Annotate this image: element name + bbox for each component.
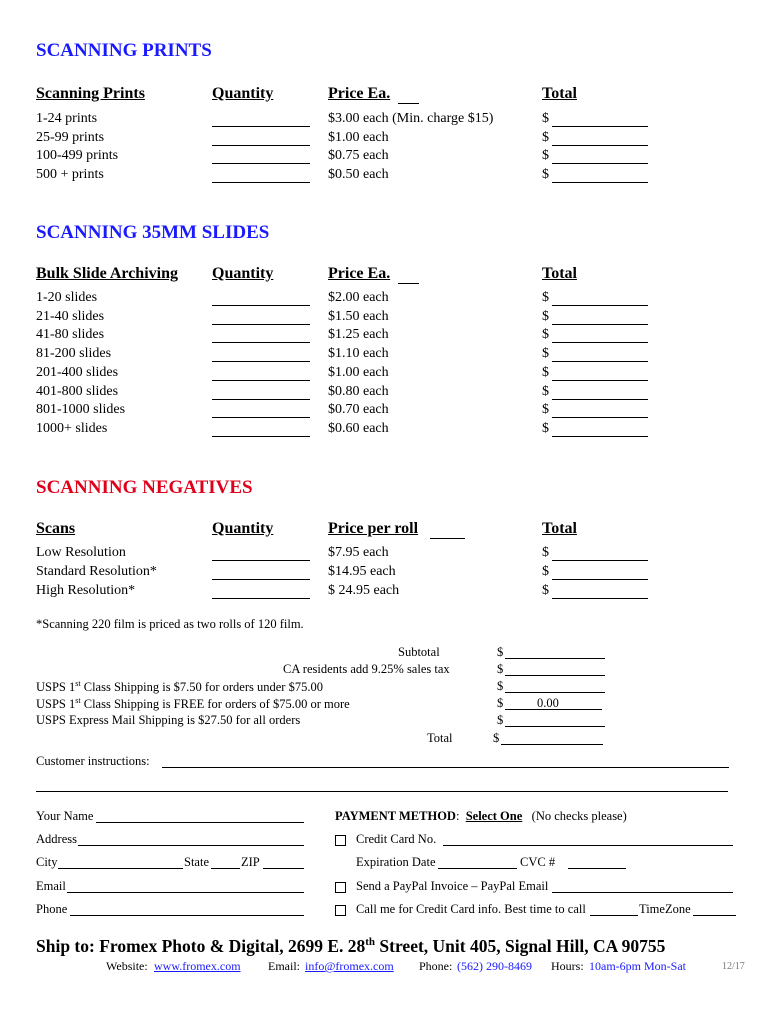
section-title-negatives: SCANNING NEGATIVES: [36, 477, 253, 498]
header-total: Total: [542, 265, 577, 282]
row-label: 81-200 slides: [36, 346, 112, 362]
name-field[interactable]: [96, 822, 304, 823]
address-label: Address: [36, 832, 77, 846]
subtotal-field[interactable]: [505, 658, 605, 659]
quantity-field[interactable]: [212, 361, 310, 362]
quantity-field[interactable]: [212, 380, 310, 381]
email-contact-label: Email:: [268, 959, 300, 973]
city-field[interactable]: [58, 868, 183, 869]
zip-label: ZIP: [241, 855, 260, 869]
row-label: 500 + prints: [36, 167, 104, 183]
checkbox-icon[interactable]: [335, 882, 346, 893]
row-price: $ 24.95 each: [328, 583, 400, 598]
timezone-label: TimeZone: [639, 902, 691, 916]
subtotal-label: Subtotal: [398, 645, 440, 659]
call-me-option[interactable]: Call me for Credit Card info. Best time to call: [335, 902, 586, 917]
website-label: Website:: [106, 959, 148, 973]
dollar-sign: $: [497, 645, 504, 659]
total-field[interactable]: [552, 126, 648, 127]
express-value: 0.00: [537, 696, 559, 710]
header-quantity: Quantity: [212, 85, 274, 102]
cvc-label: CVC #: [520, 855, 556, 869]
header-quantity: Quantity: [212, 520, 274, 537]
email-link[interactable]: info@fromex.com: [305, 959, 394, 973]
name-label: Your Name: [36, 809, 94, 823]
header-quantity: Quantity: [212, 265, 274, 282]
shipping-first-class-under: USPS 1st Class Shipping is $7.50 for orders under $75.00: [36, 679, 323, 695]
row-price: $1.00 each: [328, 364, 389, 380]
quantity-field[interactable]: [212, 145, 310, 146]
credit-card-option[interactable]: Credit Card No.: [335, 832, 436, 847]
row-price: $0.60 each: [328, 420, 389, 436]
row-price: $0.80 each: [328, 383, 389, 399]
dollar-sign: $: [542, 402, 549, 418]
quantity-field[interactable]: [212, 598, 310, 599]
cvc-field[interactable]: [568, 868, 626, 869]
checkbox-icon[interactable]: [335, 835, 346, 846]
total-field[interactable]: [552, 380, 648, 381]
dollar-sign: $: [542, 129, 549, 145]
row-label: 801-1000 slides: [36, 402, 126, 418]
quantity-field[interactable]: [212, 305, 310, 306]
row-price: $0.75 each: [328, 148, 389, 164]
total-field[interactable]: [552, 399, 648, 400]
quantity-field[interactable]: [212, 560, 310, 561]
tax-field[interactable]: [505, 675, 605, 676]
tax-label: CA residents add 9.25% sales tax: [283, 662, 450, 676]
dollar-sign: $: [542, 420, 549, 436]
checkbox-icon[interactable]: [335, 905, 346, 916]
header-item: Bulk Slide Archiving: [36, 265, 178, 282]
customer-instructions-label: Customer instructions:: [36, 754, 150, 768]
row-price: $0.50 each: [328, 167, 389, 183]
header-price: Price Ea.: [328, 85, 391, 102]
total-field[interactable]: [552, 182, 648, 183]
total-field[interactable]: [552, 342, 648, 343]
total-field[interactable]: [501, 744, 603, 745]
total-field[interactable]: [552, 560, 648, 561]
film-note: *Scanning 220 film is priced as two rolls of 120 film.: [36, 617, 304, 631]
dollar-sign: $: [542, 290, 549, 305]
quantity-field[interactable]: [212, 399, 310, 400]
dollar-sign: $: [542, 111, 549, 126]
state-field[interactable]: [211, 868, 240, 869]
row-label: 401-800 slides: [36, 383, 119, 399]
city-label: City: [36, 855, 58, 869]
phone-number: (562) 290-8469: [457, 959, 532, 973]
header-price: Price per roll: [328, 520, 419, 537]
header-item: Scans: [36, 520, 76, 537]
header-total: Total: [542, 85, 577, 102]
total-field[interactable]: [552, 305, 648, 306]
shipping-field[interactable]: [505, 692, 605, 693]
row-price: $2.00 each: [328, 290, 389, 305]
row-price: $1.00 each: [328, 129, 389, 145]
row-price: $3.00 each (Min. charge $15): [328, 111, 494, 126]
row-label: 1-24 prints: [36, 111, 98, 126]
dollar-sign: $: [542, 383, 549, 399]
line-field[interactable]: [505, 726, 605, 727]
dollar-sign: $: [542, 545, 549, 560]
paypal-option[interactable]: Send a PayPal Invoice – PayPal Email: [335, 879, 548, 894]
quantity-field[interactable]: [212, 126, 310, 127]
shipping-first-class-free: USPS 1st Class Shipping is FREE for orders of $75.00 or more: [36, 696, 350, 712]
quantity-field[interactable]: [212, 579, 310, 580]
section-title-prints: SCANNING PRINTS: [36, 40, 212, 61]
dollar-sign: $: [542, 346, 549, 362]
best-time-field[interactable]: [590, 915, 638, 916]
phone-field[interactable]: [70, 915, 304, 916]
header-underline: [430, 538, 465, 539]
row-label: 25-99 prints: [36, 129, 105, 145]
hours-label: Hours:: [551, 959, 584, 973]
dollar-sign: $: [542, 148, 549, 164]
row-price: $1.10 each: [328, 346, 389, 362]
quantity-field[interactable]: [212, 163, 310, 164]
header-underline: [398, 103, 419, 104]
dollar-sign: $: [497, 679, 504, 693]
payment-method-heading: PAYMENT METHOD: Select One (No checks please): [335, 809, 627, 823]
row-label: Standard Resolution*: [36, 564, 157, 579]
hours-value: 10am-6pm Mon-Sat: [589, 959, 686, 973]
section-title-slides: SCANNING 35MM SLIDES: [36, 222, 270, 243]
dollar-sign: $: [542, 167, 549, 183]
total-field[interactable]: [552, 417, 648, 418]
credit-card-number-field[interactable]: [443, 845, 733, 846]
total-field[interactable]: [552, 361, 648, 362]
row-price: $7.95 each: [328, 545, 389, 560]
dollar-sign: $: [542, 327, 549, 343]
total-field[interactable]: [552, 145, 648, 146]
dollar-sign: $: [542, 364, 549, 380]
phone-contact-label: Phone:: [419, 959, 453, 973]
row-price: $14.95 each: [328, 564, 396, 579]
quantity-field[interactable]: [212, 324, 310, 325]
ship-to-address: Ship to: Fromex Photo & Digital, 2699 E. 28th Street, Unit 405, Signal Hill, CA 90755: [36, 936, 666, 956]
row-label: 41-80 slides: [36, 327, 105, 343]
row-label: Low Resolution: [36, 545, 126, 560]
website-link[interactable]: www.fromex.com: [154, 959, 241, 973]
timezone-field[interactable]: [693, 915, 736, 916]
row-price: $0.70 each: [328, 402, 389, 418]
row-label: 1-20 slides: [36, 290, 98, 305]
header-price: Price Ea.: [328, 265, 391, 282]
header-item: Scanning Prints: [36, 85, 145, 102]
quantity-field[interactable]: [212, 182, 310, 183]
address-field[interactable]: [78, 845, 304, 846]
row-label: 1000+ slides: [36, 420, 108, 436]
dollar-sign: $: [542, 583, 549, 598]
quantity-field[interactable]: [212, 342, 310, 343]
paypal-email-field[interactable]: [552, 892, 733, 893]
total-label: Total: [427, 731, 453, 745]
customer-instructions-field[interactable]: [162, 767, 729, 768]
zip-field[interactable]: [263, 868, 304, 869]
header-total: Total: [542, 520, 577, 537]
expiration-field[interactable]: [438, 868, 517, 869]
total-field[interactable]: [552, 324, 648, 325]
dollar-sign: $: [493, 731, 500, 745]
dollar-sign: $: [542, 308, 549, 324]
email-label: Email: [36, 879, 66, 893]
row-price: $1.50 each: [328, 308, 389, 324]
shipping-express: USPS Express Mail Shipping is $27.50 for all orders: [36, 713, 301, 727]
dollar-sign: $: [497, 662, 504, 676]
total-field[interactable]: [552, 163, 648, 164]
row-label: High Resolution*: [36, 583, 136, 598]
row-label: 201-400 slides: [36, 364, 119, 380]
row-price: $1.25 each: [328, 327, 389, 343]
state-label: State: [184, 855, 209, 869]
dollar-sign: $: [542, 564, 549, 579]
expiration-label: Expiration Date: [356, 855, 436, 869]
row-label: 100-499 prints: [36, 148, 119, 164]
customer-instructions-field[interactable]: [36, 791, 728, 792]
total-field[interactable]: [552, 579, 648, 580]
form-version: 12/17: [722, 961, 745, 972]
header-underline: [398, 283, 419, 284]
row-label: 21-40 slides: [36, 308, 105, 324]
dollar-sign: $: [497, 713, 504, 727]
total-field[interactable]: [552, 436, 648, 437]
total-field[interactable]: [552, 598, 648, 599]
dollar-sign: $: [497, 696, 504, 710]
phone-label: Phone: [36, 902, 68, 916]
quantity-field[interactable]: [212, 417, 310, 418]
quantity-field[interactable]: [212, 436, 310, 437]
email-field[interactable]: [67, 892, 304, 893]
